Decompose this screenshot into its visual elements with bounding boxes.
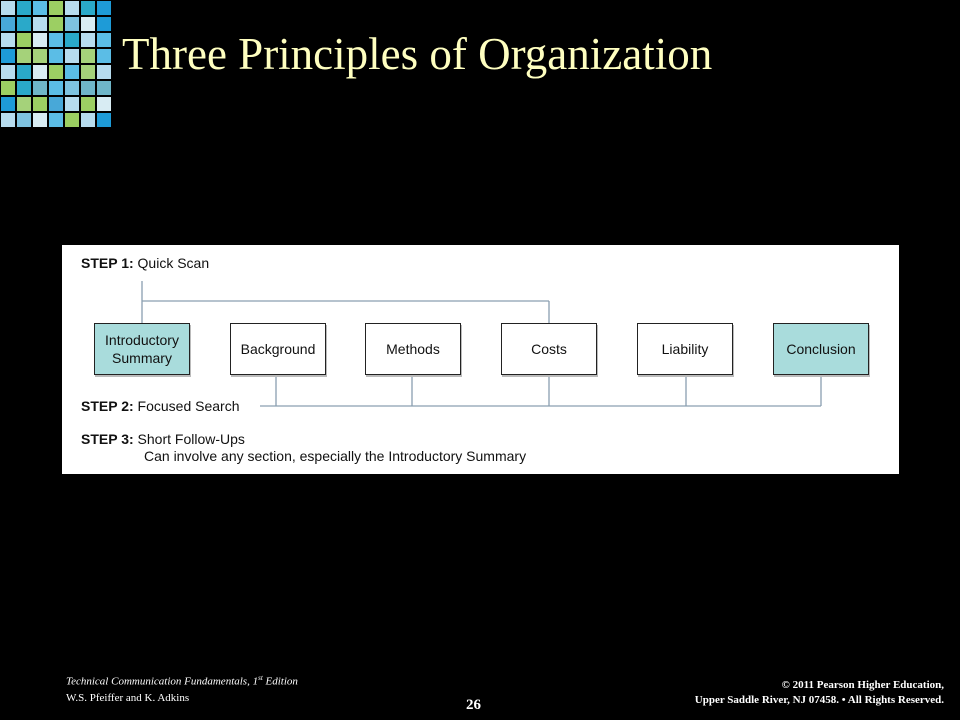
section-box-costs	[501, 323, 597, 375]
section-box-background	[230, 323, 326, 375]
mosaic-tile	[65, 33, 79, 47]
mosaic-tile	[17, 65, 31, 79]
mosaic-tile	[81, 33, 95, 47]
mosaic-tile	[65, 97, 79, 111]
edition-text: Edition	[262, 675, 298, 688]
mosaic-tile	[81, 97, 95, 111]
mosaic-tile	[17, 113, 31, 127]
footer-authors: W.S. Pfeiffer and K. Adkins	[66, 691, 190, 704]
mosaic-tile	[17, 81, 31, 95]
mosaic-tile	[49, 113, 63, 127]
section-box-liability	[637, 323, 733, 375]
mosaic-tile	[49, 49, 63, 63]
mosaic-tile	[33, 97, 47, 111]
mosaic-tile	[81, 65, 95, 79]
section-label: Conclusion	[786, 341, 856, 357]
mosaic-tile	[65, 113, 79, 127]
section-label: Costs	[531, 341, 567, 357]
mosaic-tile	[97, 113, 111, 127]
mosaic-tile	[1, 97, 15, 111]
mosaic-tile	[81, 1, 95, 15]
section-box-conclusion	[773, 323, 869, 375]
step3-detail: Can involve any section, especially the Introductory Summary	[144, 448, 527, 464]
mosaic-tile	[49, 65, 63, 79]
mosaic-tile	[33, 113, 47, 127]
footer-copyright	[695, 678, 944, 708]
step1-label: STEP 1:	[81, 255, 134, 271]
section-box-introductory-summary	[94, 323, 190, 375]
footer-book-title	[66, 670, 298, 690]
mosaic-tile	[33, 49, 47, 63]
mosaic-tile	[17, 97, 31, 111]
mosaic-tile	[17, 33, 31, 47]
mosaic-tile	[1, 1, 15, 15]
mosaic-tile	[97, 49, 111, 63]
mosaic-tile	[17, 49, 31, 63]
mosaic-tile	[81, 113, 95, 127]
step3-label: STEP 3:	[81, 431, 134, 447]
copyright-line-1: © 2011 Pearson Higher Education,	[781, 679, 944, 691]
mosaic-tile	[49, 81, 63, 95]
mosaic-tile	[49, 17, 63, 31]
step1-caption	[81, 255, 209, 272]
step2-caption	[81, 398, 240, 415]
footer-book-info	[66, 670, 298, 706]
section-label: Background	[240, 341, 316, 357]
mosaic-tile	[65, 1, 79, 15]
edition-superscript: st	[258, 674, 263, 682]
slide-title: Three Principles of Organization	[122, 29, 713, 79]
diagram-panel	[62, 245, 899, 474]
step3-caption	[81, 431, 245, 448]
step2-label: STEP 2:	[81, 398, 134, 414]
mosaic-tile	[97, 33, 111, 47]
section-label: Introductory Summary	[105, 332, 179, 366]
page-number: 26	[466, 697, 481, 713]
mosaic-tile	[81, 49, 95, 63]
mosaic-tile	[65, 49, 79, 63]
mosaic-tile	[17, 1, 31, 15]
mosaic-tile	[1, 113, 15, 127]
mosaic-tile	[49, 97, 63, 111]
mosaic-tile	[33, 1, 47, 15]
mosaic-tile	[49, 1, 63, 15]
mosaic-tile	[1, 33, 15, 47]
mosaic-tile	[1, 49, 15, 63]
mosaic-tile	[33, 65, 47, 79]
mosaic-tile	[65, 81, 79, 95]
step3-text: Short Follow-Ups	[137, 431, 245, 447]
section-label: Liability	[661, 341, 709, 357]
step2-text: Focused Search	[137, 398, 240, 414]
book-title-text: Technical Communication Fundamentals, 1	[66, 675, 259, 688]
mosaic-tile	[81, 17, 95, 31]
mosaic-tile	[97, 65, 111, 79]
mosaic-tile	[33, 81, 47, 95]
section-label: Methods	[386, 341, 440, 357]
copyright-line-2: Upper Saddle River, NJ 07458. • All Rights Reserved.	[694, 694, 944, 706]
mosaic-tile	[33, 33, 47, 47]
mosaic-tile	[65, 17, 79, 31]
mosaic-tile	[49, 33, 63, 47]
section-box-methods	[365, 323, 461, 375]
mosaic-tile	[97, 1, 111, 15]
mosaic-tile	[97, 81, 111, 95]
mosaic-tile	[97, 97, 111, 111]
mosaic-tile	[1, 17, 15, 31]
mosaic-tile	[81, 81, 95, 95]
mosaic-tile	[1, 81, 15, 95]
mosaic-tile	[97, 17, 111, 31]
mosaic-tile	[17, 17, 31, 31]
mosaic-tile	[33, 17, 47, 31]
decorative-mosaic	[0, 0, 112, 136]
mosaic-tile	[1, 65, 15, 79]
step1-text: Quick Scan	[137, 255, 210, 271]
mosaic-tile	[65, 65, 79, 79]
